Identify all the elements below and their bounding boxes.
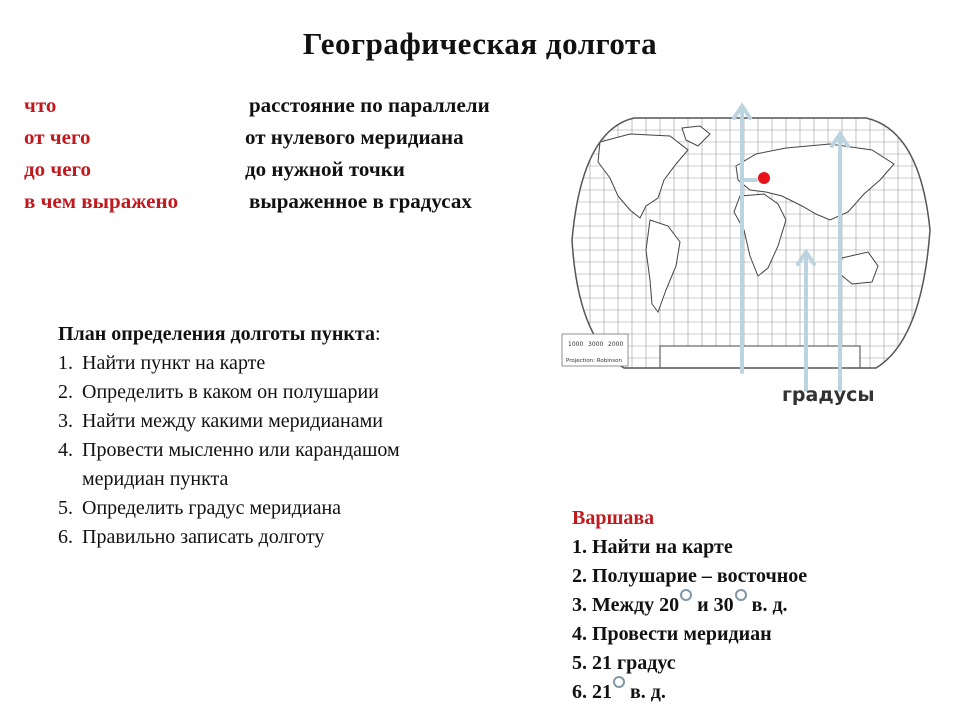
plan-item: 4. Провести мысленно или карандашом — [58, 439, 400, 461]
example-step: 2. Полушарие – восточное — [572, 565, 808, 587]
example-step: 6. 21 в. д. — [572, 678, 807, 707]
definition-answer-from: от нулевого меридиана — [245, 125, 464, 149]
continents — [598, 126, 894, 368]
plan-item: 5. Определить градус меридиана — [58, 497, 342, 519]
definition-question-what: что — [24, 93, 57, 117]
plan-block — [58, 320, 400, 552]
definition-answer-what: расстояние по параллели — [249, 93, 490, 117]
plan-heading: План определения долготы пункта: — [58, 323, 381, 345]
definition-question-from: от чего — [24, 125, 91, 149]
degree-icon — [735, 589, 747, 601]
warsaw-example — [572, 504, 807, 707]
plan-item: 1. Найти пункт на карте — [58, 352, 266, 374]
plan-item: 2. Определить в каком он полушарии — [58, 381, 379, 403]
example-step: 3. Между 20 и 30 в. д. — [572, 591, 807, 620]
world-map — [560, 90, 940, 410]
map-legend-box — [562, 334, 628, 366]
example-city: Варшава — [572, 507, 655, 529]
definition-question-to: до чего — [24, 157, 92, 181]
legend-label: Projection: Robinson — [566, 358, 622, 364]
example-step: 1. Найти на карте — [572, 536, 733, 558]
definition-answer-to: до нужной точки — [245, 157, 405, 181]
plan-item-continuation: меридиан пункта — [82, 468, 229, 490]
legend-label: 2000 — [608, 341, 624, 348]
legend-label: 1000 — [568, 341, 584, 348]
plan-item: 3. Найти между какими меридианами — [58, 410, 383, 432]
plan-item: 6. Правильно записать долготу — [58, 526, 325, 548]
definition-question-units: в чем выражено — [24, 189, 179, 213]
map-degrees-label: градусы — [782, 384, 875, 406]
example-step: 4. Провести меридиан — [572, 623, 772, 645]
page-title: Географическая долгота — [302, 26, 658, 61]
warsaw-dot — [758, 172, 770, 184]
degree-icon — [680, 589, 692, 601]
definition-answer-units: выраженное в градусах — [249, 189, 472, 213]
degree-icon — [613, 676, 625, 688]
legend-label: 3000 — [588, 341, 604, 348]
example-step: 5. 21 градус — [572, 652, 676, 674]
